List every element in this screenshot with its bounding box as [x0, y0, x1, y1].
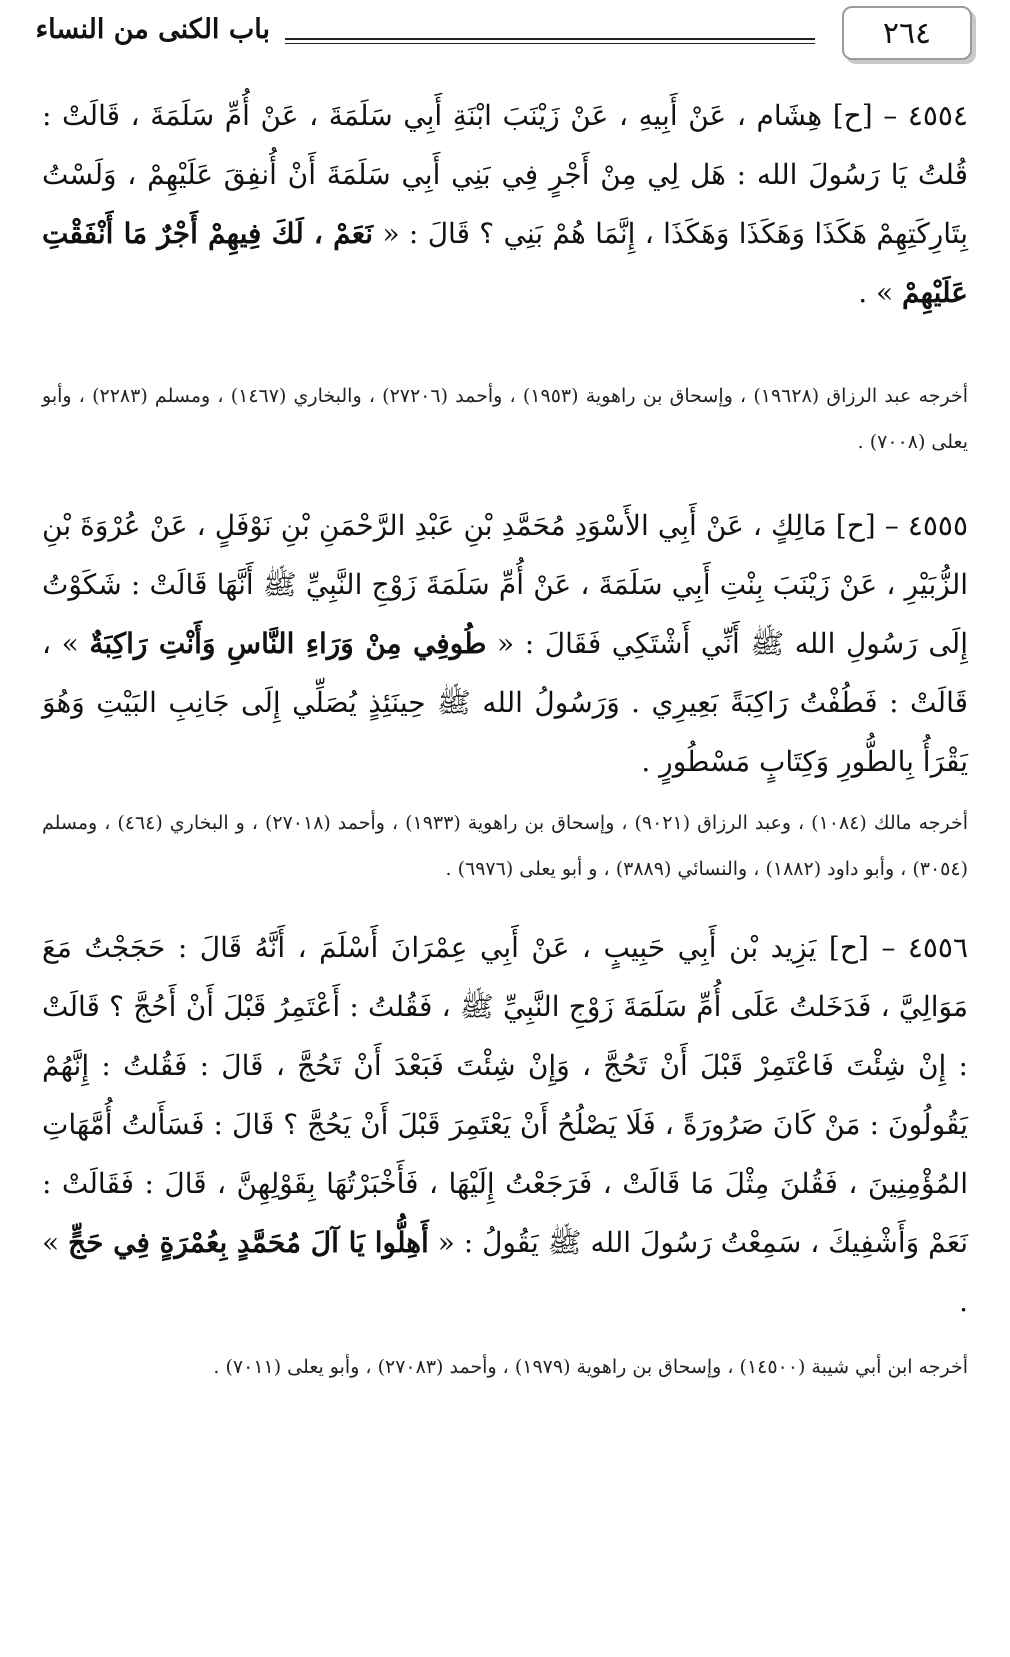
hadith-text-end: » . — [42, 1226, 968, 1318]
hadith-text: ٤٥٥٦ – [ح] يَزِيد بْن أَبِي حَبِيبٍ ، عَنْ أَبِي عِمْرَانَ أَسْلَمَ ، أَنَّهُ قَالَ : حَجَجْتُ مَعَ مَوَالِيَّ ، فَدَخَلتُ عَلَى أُمِّ سَلَمَةَ زَوْجِ النَّبِيِّ ﷺ ، فَقُلتُ : أَعْتَمِرُ قَبْلَ أَنْ أَحُجَّ ؟ قَالَتْ : إِنْ شِئْتَ فَاعْتَمِرْ قَبْلَ أَنْ تَحُجَّ ، وَإِنْ شِئْتَ فَبَعْدَ أَنْ تَحُجَّ ، قَالَ : فَقُلتُ : إِنَّهُمْ يَقُولُونَ : مَنْ كَانَ صَرُورَةً ، فَلَا يَصْلُحُ أَنْ يَعْتَمِرَ قَبْلَ أَنْ يَحُجَّ ؟ قَالَ : فَسَأَلتُ أُمَّهَاتِ المُؤْمِنِينَ ، فَقُلنَ مِثْلَ مَا قَالَتْ ، فَرَجَعْتُ إِلَيْهَا ، فَأَخْبَرْتُهَا بِقَوْلِهِنَّ ، قَالَ : فَقَالَتْ : نَعَمْ وَأَشْفِيكَ ، سَمِعْتُ رَسُولَ الله ﷺ يَقُولُ : « — [42, 931, 969, 1259]
hadith-4555 — [42, 496, 968, 791]
hadith-4554 — [42, 86, 968, 322]
hadith-text-end: » ، قَالَتْ : فَطُفْتُ رَاكِبَةً بَعِيرِي . وَرَسُولُ الله ﷺ حِينَئِذٍ يُصَلِّي إِلَى جَانِبِ البَيْتِ وَهُوَ يَقْرَأُ بِالطُّورِ وَكِتَابٍ مَسْطُورٍ . — [42, 627, 968, 778]
hadith-4556 — [42, 918, 968, 1331]
chapter-title: باب الكنى من النساء — [35, 14, 270, 45]
page-number: ٢٦٤ — [882, 15, 932, 51]
prophetic-saying: طُوفِي مِنْ وَرَاءِ النَّاسِ وَأَنْتِ رَاكِبَةٌ — [89, 627, 487, 660]
hadith-text-end: » . — [858, 276, 903, 309]
takhrij-4555: أخرجه مالك (١٠٨٤) ، وعبد الرزاق (٩٠٢١) ، وإسحاق بن راهوية (١٩٣٣) ، وأحمد (٢٧٠١٨) ، و البخاري (٤٦٤) ، ومسلم (٣٠٥٤) ، وأبو داود (١٨٨٢) ، والنسائي (٣٨٨٩) ، و أبو يعلى (٦٩٧٦) . — [42, 812, 969, 880]
header-rule-thin — [285, 43, 815, 44]
prophetic-saying: أَهِلُّوا يَا آلَ مُحَمَّدٍ بِعُمْرَةٍ فِي حَجٍّ — [68, 1226, 429, 1259]
header-rule — [285, 38, 815, 40]
page-header — [0, 0, 1010, 70]
prophetic-saying: نَعَمْ ، لَكَ فِيهِمْ أَجْرٌ مَا أَنْفَقْتِ عَلَيْهِمْ — [42, 217, 968, 309]
takhrij-4554: أخرجه عبد الرزاق (١٩٦٢٨) ، وإسحاق بن راهوية (١٩٥٣) ، وأحمد (٢٧٢٠٦) ، والبخاري (١٤٦٧) ، ومسلم (٢٢٨٣) ، وأبو يعلى (٧٠٠٨) . — [42, 385, 969, 453]
hadith-text: ٤٥٥٤ – [ح] هِشَام ، عَنْ أَبِيهِ ، عَنْ زَيْنَبَ ابْنَةِ أَبِي سَلَمَةَ ، عَنْ أُمِّ سَلَمَةَ ، قَالَتْ : قُلتُ يَا رَسُولَ الله : هَل لِي مِنْ أَجْرٍ فِي بَنِي أَبِي سَلَمَةَ أَنْ أُنفِقَ عَلَيْهِمْ ، وَلَسْتُ بِتَارِكَتِهِمْ هَكَذَا وَهَكَذَا وَهَكَذَا ، إِنَّمَا هُمْ بَنِي ؟ قَالَ : « — [42, 99, 968, 250]
hadith-text: ٤٥٥٥ – [ح] مَالِكٍ ، عَنْ أَبِي الأَسْوَدِ مُحَمَّدِ بْنِ عَبْدِ الرَّحْمَنِ بْنِ نَوْفَلٍ ، عَنْ عُرْوَةَ بْنِ الزُّبَيْرِ ، عَنْ زَيْنَبَ بِنْتِ أَبِي سَلَمَةَ ، عَنْ أُمِّ سَلَمَةَ زَوْجِ النَّبِيِّ ﷺ أَنَّهَا قَالَتْ : شَكَوْتُ إِلَى رَسُولِ الله ﷺ أَنِّي أَشْتَكِي فَقَالَ : « — [42, 509, 968, 660]
page-number-box — [842, 6, 972, 60]
takhrij-4556: أخرجه ابن أبي شيبة (١٤٥٠٠) ، وإسحاق بن راهوية (١٩٧٩) ، وأحمد (٢٧٠٨٣) ، وأبو يعلى (٧٠١١) . — [213, 1356, 968, 1378]
